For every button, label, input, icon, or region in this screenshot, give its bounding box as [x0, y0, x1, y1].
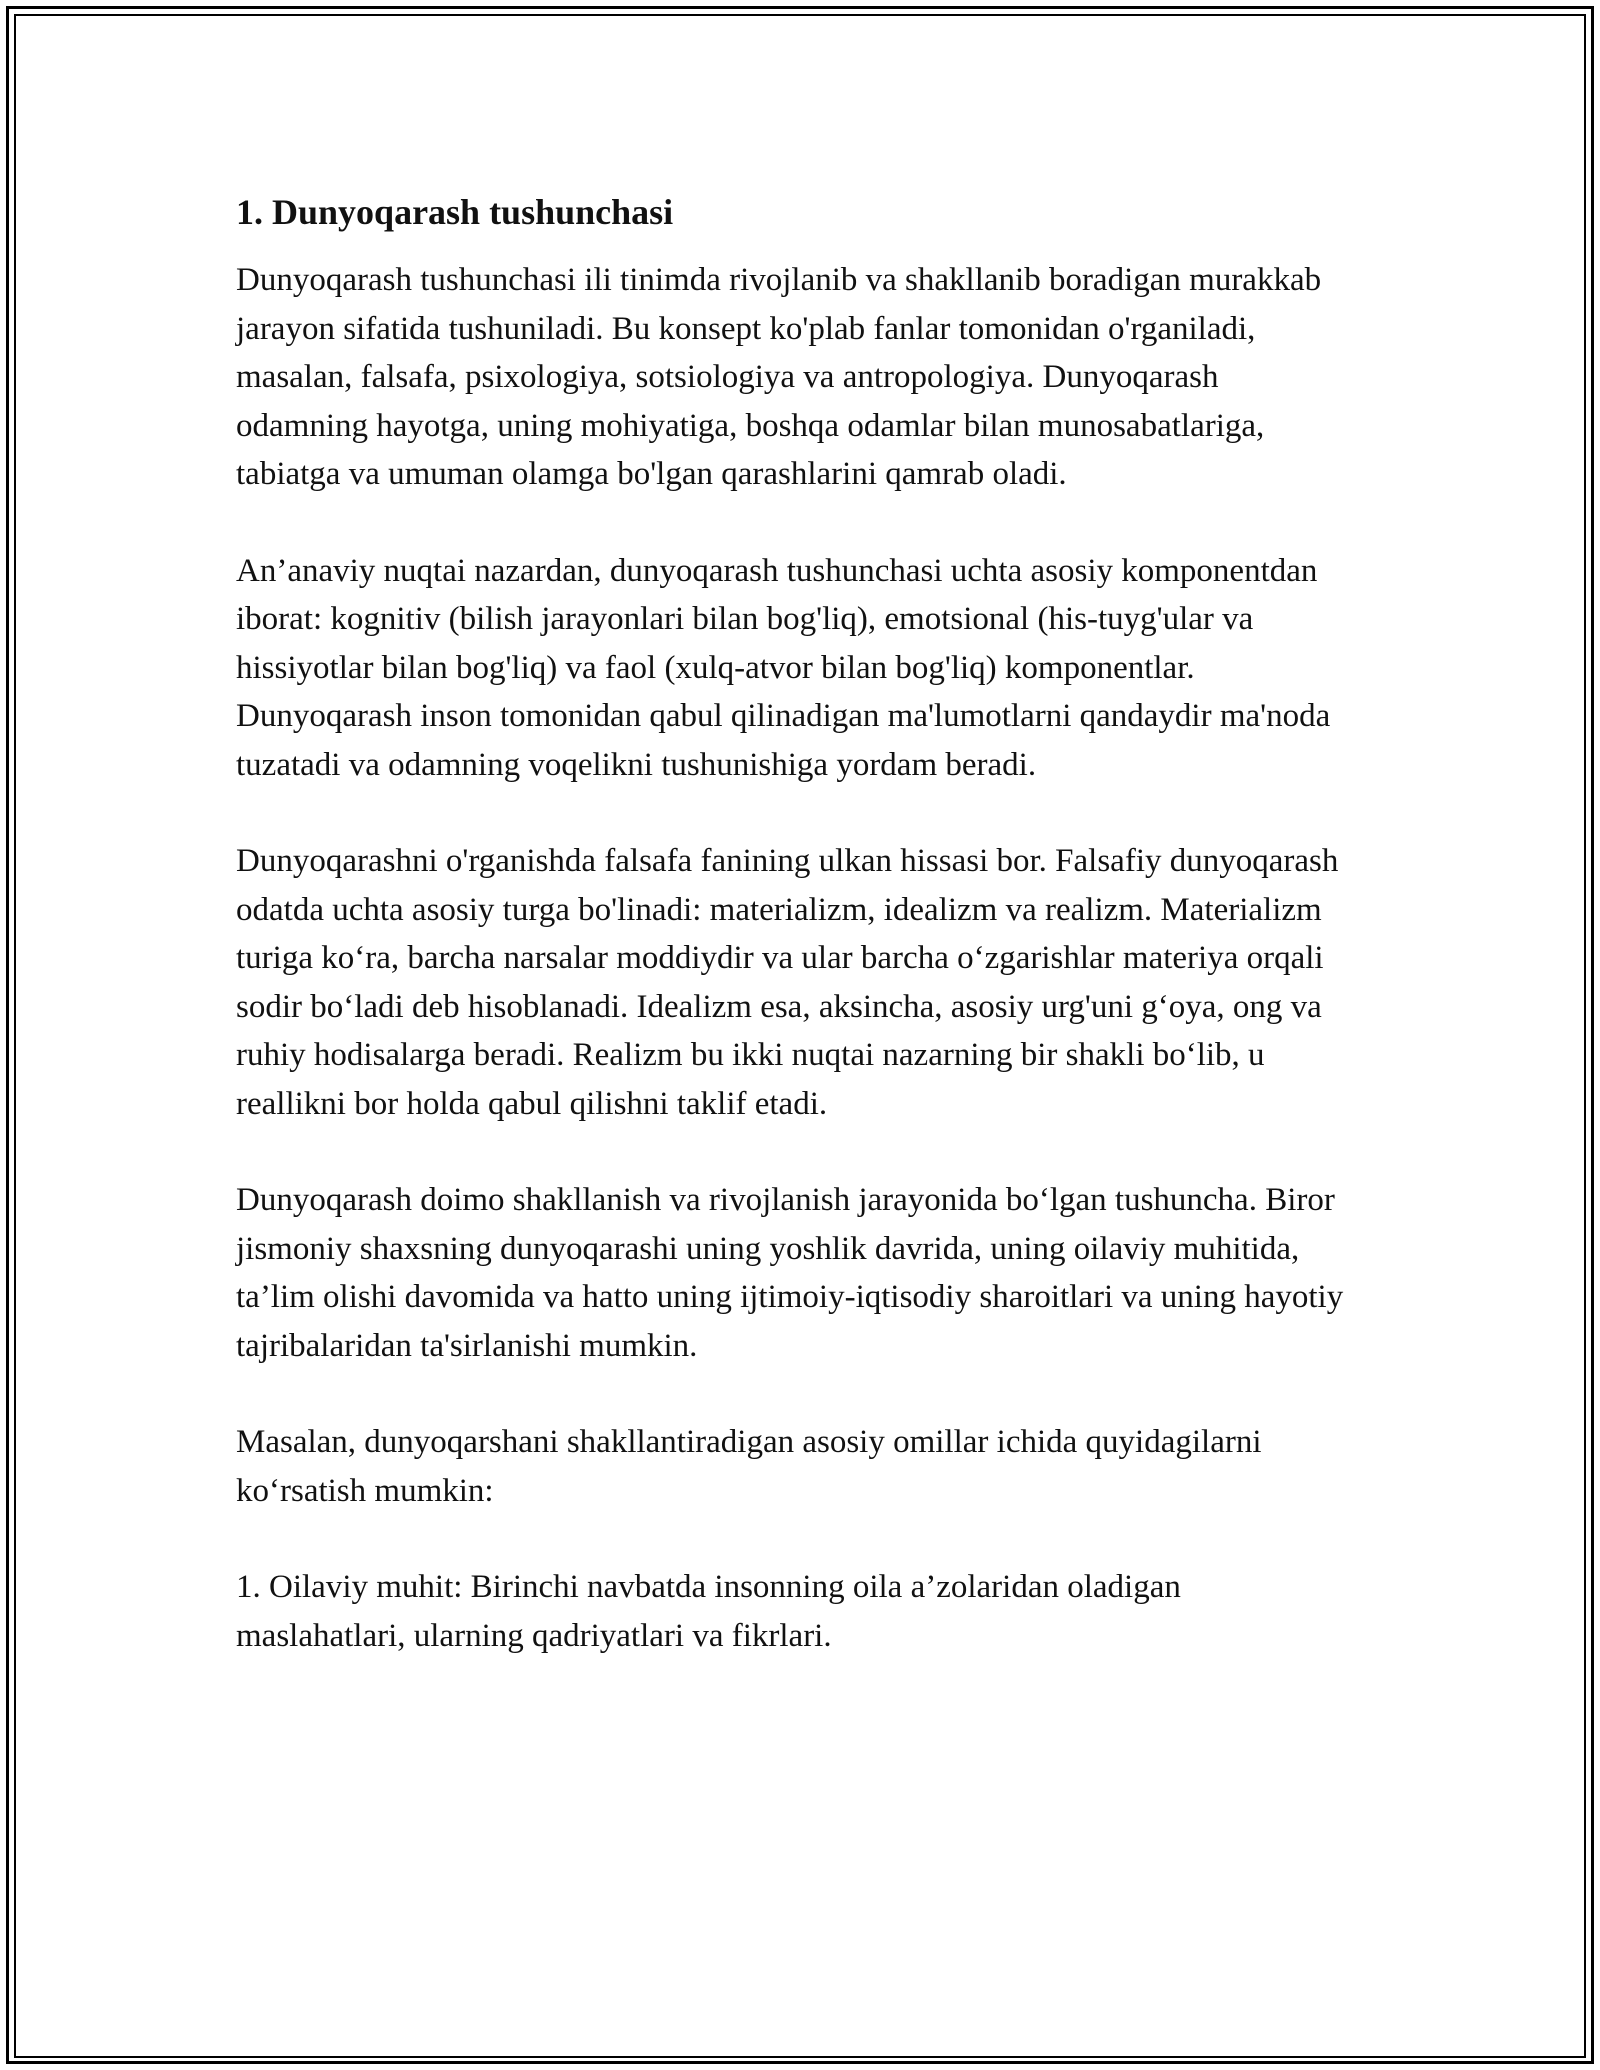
paragraph-philosophy: Dunyoqarashni o'rganishda falsafa fanining ulkan hissasi bor. Falsafiy dunyoqarash odatda uchta asosiy turga bo'linadi: materializm, idealizm va realizm. Materializm turiga ko‘ra, barcha narsalar moddiydir va ular barcha o‘zgarishlar materiya orqali sodir bo‘ladi deb hisoblanadi. Idealizm esa, aksincha, asosiy urg'uni g‘oya, ong va ruhiy hodisalarga beradi. Realizm bu ikki nuqtai nazarning bir shakli bo‘lib, u reallikni bor holda qabul qilishni taklif etadi.	[236, 843, 1339, 1122]
paragraph-components: An’anaviy nuqtai nazardan, dunyoqarash tushunchasi uchta asosiy komponentdan iborat: kognitiv (bilish jarayonlari bilan bog'liq), emotsional (his-tuyg'ular va hissiyotlar bilan bog'liq) va faol (xulq-atvor bilan bog'liq) komponentlar. Dunyoqarash inson tomonidan qabul qilinadigan ma'lumotlarni qandaydir ma'noda tuzatadi va odamning voqelikni tushunishiga yordam beradi.	[236, 552, 1331, 783]
paragraph-formation: Dunyoqarash doimo shakllanish va rivojlanish jarayonida bo‘lgan tushuncha. Biror jismoniy shaxsning dunyoqarashi uning yoshlik davrida, uning oilaviy muhitida, ta’lim olishi davomida va hatto uning ijtimoiy-iqtisodiy sharoitlari va uning hayotiy tajribalaridan ta'sirlanishi mumkin.	[236, 1182, 1344, 1364]
document-body	[236, 188, 1356, 1708]
section-title: 1. Dunyoqarash tushunchasi	[236, 192, 674, 232]
list-item-family-environment: 1. Oilaviy muhit: Birinchi navbatda insonning oila a’zolaridan oladigan maslahatlari, ularning qadriyatlari va fikrlari.	[236, 1569, 1181, 1654]
paragraph-factors-intro: Masalan, dunyoqarshani shakllantiradigan asosiy omillar ichida quyidagilarni ko‘rsatish mumkin:	[236, 1424, 1262, 1509]
paragraph-definition: Dunyoqarash tushunchasi ili tinimda rivojlanib va shakllanib boradigan murakkab jarayon sifatida tushuniladi. Bu konsept ko'plab fanlar tomonidan o'rganiladi, masalan, falsafa, psixologiya, sotsiologiya va antropologiya. Dunyoqarash odamning hayotga, uning mohiyatiga, boshqa odamlar bilan munosabatlariga, tabiatga va umuman olamga bo'lgan qarashlarini qamrab oladi.	[236, 262, 1322, 492]
